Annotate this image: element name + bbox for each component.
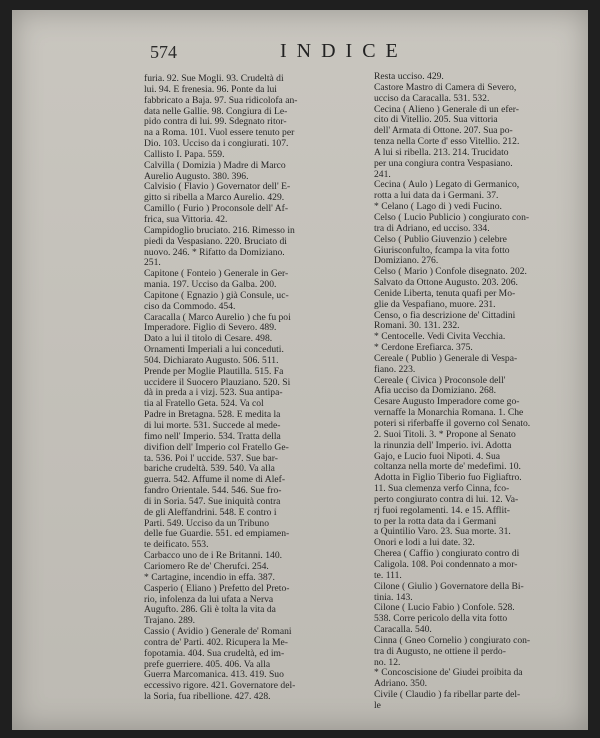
- index-line: contra de' Parti. 402. Ricupera la Me-: [144, 636, 288, 648]
- index-line: Dio. 103. Ucciso da i congiurati. 107.: [144, 138, 289, 150]
- index-entry: [144, 161, 362, 183]
- index-line: tra di Adriano, ed ucciso. 334.: [374, 222, 490, 234]
- index-entry: [374, 213, 588, 235]
- index-line: ta. 536. Poi l' uccide. 537. Sue bar-: [144, 452, 278, 464]
- index-line: vernaffe la Monarchia Romana. 1. Che: [374, 407, 524, 419]
- index-line: gitto si ribella a Marco Aurelio. 429.: [144, 192, 285, 204]
- index-line: dà in preda a i vizj. 523. Sua antipa-: [144, 387, 283, 399]
- page-title: INDICE: [280, 40, 408, 62]
- index-line: piedi da Vespasiano. 220. Bruciato di: [144, 235, 287, 247]
- index-line: 538. Corre pericolo della vita fotto: [374, 613, 508, 625]
- index-line: fabbricato a Baja. 97. Sua ridicolofa an-: [144, 94, 298, 106]
- index-entry: [374, 397, 588, 549]
- index-entry: [144, 74, 362, 150]
- index-line: * Cerdone Erefiarca. 375.: [374, 342, 473, 354]
- index-line: Salvato da Ottone Augusto. 203. 206.: [374, 277, 518, 289]
- index-line: Adotta in Figlio Tiberio fuo Figliaftro.: [374, 472, 522, 484]
- index-line: Civile ( Claudio ) fa ribellar parte del-: [374, 689, 521, 701]
- index-line: * Concoscisione de' Giudei proibita da: [374, 667, 523, 679]
- index-line: lui. 94. E frenesia. 96. Ponte da lui: [144, 83, 277, 95]
- index-line: guerra. 542. Affume il nome di Alef-: [144, 474, 286, 486]
- index-line: Campidoglio bruciato. 216. Rimesso in: [144, 224, 295, 236]
- index-column-left: [144, 74, 362, 703]
- index-line: te deificato. 553.: [144, 539, 209, 551]
- index-line: to per la rotta data da i Germani: [374, 515, 497, 527]
- index-entry: [144, 627, 362, 703]
- index-line: per una congiura contra Vespasiano.: [374, 157, 513, 169]
- index-line: ciso da Commodo. 454.: [144, 300, 236, 312]
- index-line: * Celano ( Lago di ) vedi Fucino.: [374, 201, 502, 213]
- index-line: Caracalla ( Marco Aurelio ) che fu poi: [144, 311, 291, 323]
- index-line: a Quintilio Varo. 23. Sua morte. 31.: [374, 526, 511, 538]
- index-entry: [144, 313, 362, 552]
- index-line: Cilone ( Lucio Fabio ) Confole. 528.: [374, 602, 515, 614]
- index-line: divifion dell' Imperio col Fratello Ge-: [144, 441, 289, 453]
- index-line: Adriano. 350.: [374, 678, 428, 690]
- index-line: Calvisio ( Flavio ) Governator dell' E-: [144, 181, 291, 193]
- index-line: la Soria, fua ribellione. 427. 428.: [144, 691, 271, 703]
- index-line: 2. Suoi Titoli. 3. * Propone al Senato: [374, 428, 516, 440]
- index-line: Cereale ( Civica ) Proconsole dell': [374, 374, 506, 386]
- index-entry: [374, 180, 588, 202]
- index-line: di in Soria. 547. Sue iniquità contra: [144, 495, 281, 507]
- index-entry: [144, 269, 362, 291]
- index-line: la rinunzia dell' Imperio. ivi. Adotta: [374, 439, 512, 451]
- index-line: Cariomero Re de' Cherufci. 254.: [144, 560, 269, 572]
- index-line: Trajano. 289.: [144, 615, 196, 627]
- index-line: Cinna ( Gneo Cornelio ) congiurato con-: [374, 634, 531, 646]
- index-line: bariche crudeltà. 539. 540. Va alla: [144, 463, 275, 475]
- index-line: data nelle Gallie. 98. Congiura di Le-: [144, 105, 288, 117]
- index-line: Padre in Bretagna. 528. E medita la: [144, 409, 281, 421]
- index-line: fiano. 223.: [374, 363, 416, 375]
- index-entry: [374, 105, 588, 181]
- index-line: nuovo. 246. * Rifatto da Domiziano.: [144, 246, 285, 258]
- index-line: rotta a lui data da i Germani. 37.: [374, 190, 499, 202]
- index-line: 11. Sua clemenza verfo Cinna, fco-: [374, 483, 510, 495]
- index-entry: [374, 549, 588, 582]
- index-line: Cereale ( Publio ) Generale di Vespa-: [374, 352, 518, 364]
- index-line: Ornamenti Imperiali a lui conceduti.: [144, 344, 284, 356]
- index-line: Dato a lui il titolo di Cesare. 498.: [144, 333, 273, 345]
- index-line: Capitone ( Fonteio ) Generale in Ger-: [144, 268, 289, 280]
- index-line: Augufto. 286. Gli è tolta la vita da: [144, 604, 276, 616]
- index-entry: [374, 636, 588, 669]
- index-line: Censo, o fia descrizione de' Cittadini: [374, 309, 516, 321]
- index-entry: [374, 354, 588, 376]
- index-line: Cilone ( Giulio ) Governatore della Bi-: [374, 580, 524, 592]
- page-header: [150, 40, 530, 70]
- index-line: Parti. 549. Ucciso da un Tribuno: [144, 517, 269, 529]
- index-line: mania. 197. Ucciso da Galba. 200.: [144, 279, 277, 291]
- index-line: delle fue Guardie. 551. ed empiamen-: [144, 528, 290, 540]
- index-line: te. 111.: [374, 569, 402, 581]
- index-line: rio, infolenza da lui ufata a Nerva: [144, 593, 274, 605]
- index-line: Gajo, e Lucio fuoi Nipoti. 4. Sua: [374, 450, 501, 462]
- index-line: cito di Vitellio. 205. Sua vittoria: [374, 114, 498, 126]
- index-line: Caracalla. 540.: [374, 624, 432, 636]
- index-line: Cesare Augusto Imperadore come go-: [374, 396, 520, 408]
- index-line: Prende per Moglie Plautilla. 515. Fa: [144, 365, 284, 377]
- index-line: Aurelio Augusto. 380. 396.: [144, 170, 249, 182]
- index-line: Capitone ( Egnazio ) già Consule, uc-: [144, 289, 289, 301]
- index-line: poteri si riferbaffe il governo col Senato.: [374, 418, 531, 429]
- index-entry: [374, 668, 588, 690]
- index-line: Cassio ( Avidio ) Generale de' Romani: [144, 626, 292, 638]
- index-line: Callisto I. Papa. 559.: [144, 148, 225, 160]
- index-line: * Centocelle. Vedi Civita Vecchia.: [374, 331, 506, 343]
- index-line: Cherea ( Caffio ) congiurato contro di: [374, 548, 520, 560]
- index-entry: [374, 376, 588, 398]
- index-entry: [374, 582, 588, 604]
- index-line: furia. 92. Sue Mogli. 93. Crudeltà di: [144, 73, 284, 84]
- index-line: Casperio ( Eliano ) Prefetto del Preto-: [144, 582, 290, 594]
- book-page: [12, 10, 588, 730]
- index-line: Guerra Marcomanica. 413. 419. Suo: [144, 669, 284, 681]
- index-line: ucciso da Caracalla. 531. 532.: [374, 92, 490, 104]
- index-line: Celso ( Lucio Publicio ) congiurato con-: [374, 211, 530, 223]
- index-line: tia al Fratello Geta. 524. Va col: [144, 398, 264, 410]
- index-line: 241.: [374, 168, 391, 180]
- index-line: Cecina ( Alieno ) Generale di un efer-: [374, 103, 519, 115]
- index-line: Celso ( Mario ) Confole disegnato. 202.: [374, 266, 527, 278]
- index-line: A lui si ribella. 213. 214. Trucidato: [374, 146, 509, 158]
- index-line: rj fuoi regolamenti. 14. e 15. Afflit-: [374, 504, 510, 516]
- index-entry: [144, 291, 362, 313]
- index-line: Camillo ( Furio ) Proconsole dell' Af-: [144, 203, 289, 215]
- index-line: 251.: [144, 257, 161, 269]
- index-line: glie da Vespafiano, muore. 231.: [374, 298, 496, 310]
- index-line: Celso ( Publio Giuvenzio ) celebre: [374, 233, 507, 245]
- index-line: 504. Dichiarato Augusto. 506. 511.: [144, 354, 279, 366]
- index-column-right: [374, 72, 588, 712]
- index-entry: [144, 226, 362, 269]
- index-line: Afia ucciso da Domiziano. 268.: [374, 385, 497, 397]
- index-line: Cecina ( Aulo ) Legato di Germanico,: [374, 179, 520, 191]
- index-line: frica, sua Vittoria. 42.: [144, 213, 228, 225]
- index-line: na a Roma. 101. Vuol essere tenuto per: [144, 127, 295, 139]
- index-entry: [374, 83, 588, 105]
- index-line: de gli Aleffandrini. 548. E contro i: [144, 506, 277, 518]
- index-line: Calvilla ( Domizia ) Madre di Marco: [144, 159, 286, 171]
- index-line: * Cartagine, incendio in effa. 387.: [144, 571, 275, 583]
- index-line: tenza nella Corte d' esso Vitellio. 212.: [374, 136, 520, 148]
- index-line: Castore Mastro di Camera di Severo,: [374, 81, 517, 93]
- index-line: dell' Armata di Ottone. 207. Sua po-: [374, 125, 513, 137]
- index-entry: [144, 204, 362, 226]
- index-line: perto congiurato contra di lui. 12. Va-: [374, 493, 519, 505]
- index-entry: [144, 584, 362, 627]
- index-line: coltanza nella morte de' medefimi. 10.: [374, 461, 521, 473]
- index-line: Giurisconfulto, fcampa la vita fotto: [374, 244, 510, 256]
- page-number: 574: [150, 42, 177, 62]
- index-line: fandro Orientale. 544. 546. Sue fro-: [144, 485, 282, 497]
- index-line: uccidere il Suocero Plauziano. 520. Si: [144, 376, 291, 388]
- index-line: Onori e lodi a lui date. 32.: [374, 537, 475, 549]
- index-entry: [374, 603, 588, 636]
- index-line: Imperadore. Figlio di Severo. 489.: [144, 322, 277, 334]
- index-line: fimo nell' Imperio. 534. Tratta della: [144, 430, 281, 442]
- index-line: Caligola. 108. Poi condennato a mor-: [374, 558, 518, 570]
- index-entry: [374, 289, 588, 311]
- index-line: Domiziano. 276.: [374, 255, 439, 267]
- index-line: Cenide Liberta, tenuta quafi per Mo-: [374, 287, 516, 299]
- index-line: di lui morte. 531. Succede al mede-: [144, 420, 281, 431]
- index-entry: [374, 311, 588, 333]
- index-entry: [144, 182, 362, 204]
- index-entry: [374, 690, 588, 712]
- index-entry: [374, 267, 588, 289]
- index-line: tra di Augusto, ne ottiene il perdo-: [374, 645, 506, 657]
- index-line: le: [374, 699, 381, 711]
- index-line: fopotamia. 404. Sua crudeltà, ed im-: [144, 647, 285, 659]
- index-line: eccessivo rigore. 421. Governatore del-: [144, 680, 296, 692]
- index-line: Romani. 30. 131. 232.: [374, 320, 460, 332]
- index-line: prefe guerriere. 405. 406. Va alla: [144, 658, 271, 670]
- index-entry: [374, 235, 588, 268]
- index-line: Resta ucciso. 429.: [374, 71, 444, 82]
- index-line: pido contra di lui. 99. Sdegnato ritor-: [144, 116, 287, 128]
- index-line: Carbacco uno de i Re Britanni. 140.: [144, 550, 283, 562]
- index-line: tinia. 143.: [374, 591, 413, 603]
- index-line: no. 12.: [374, 656, 401, 668]
